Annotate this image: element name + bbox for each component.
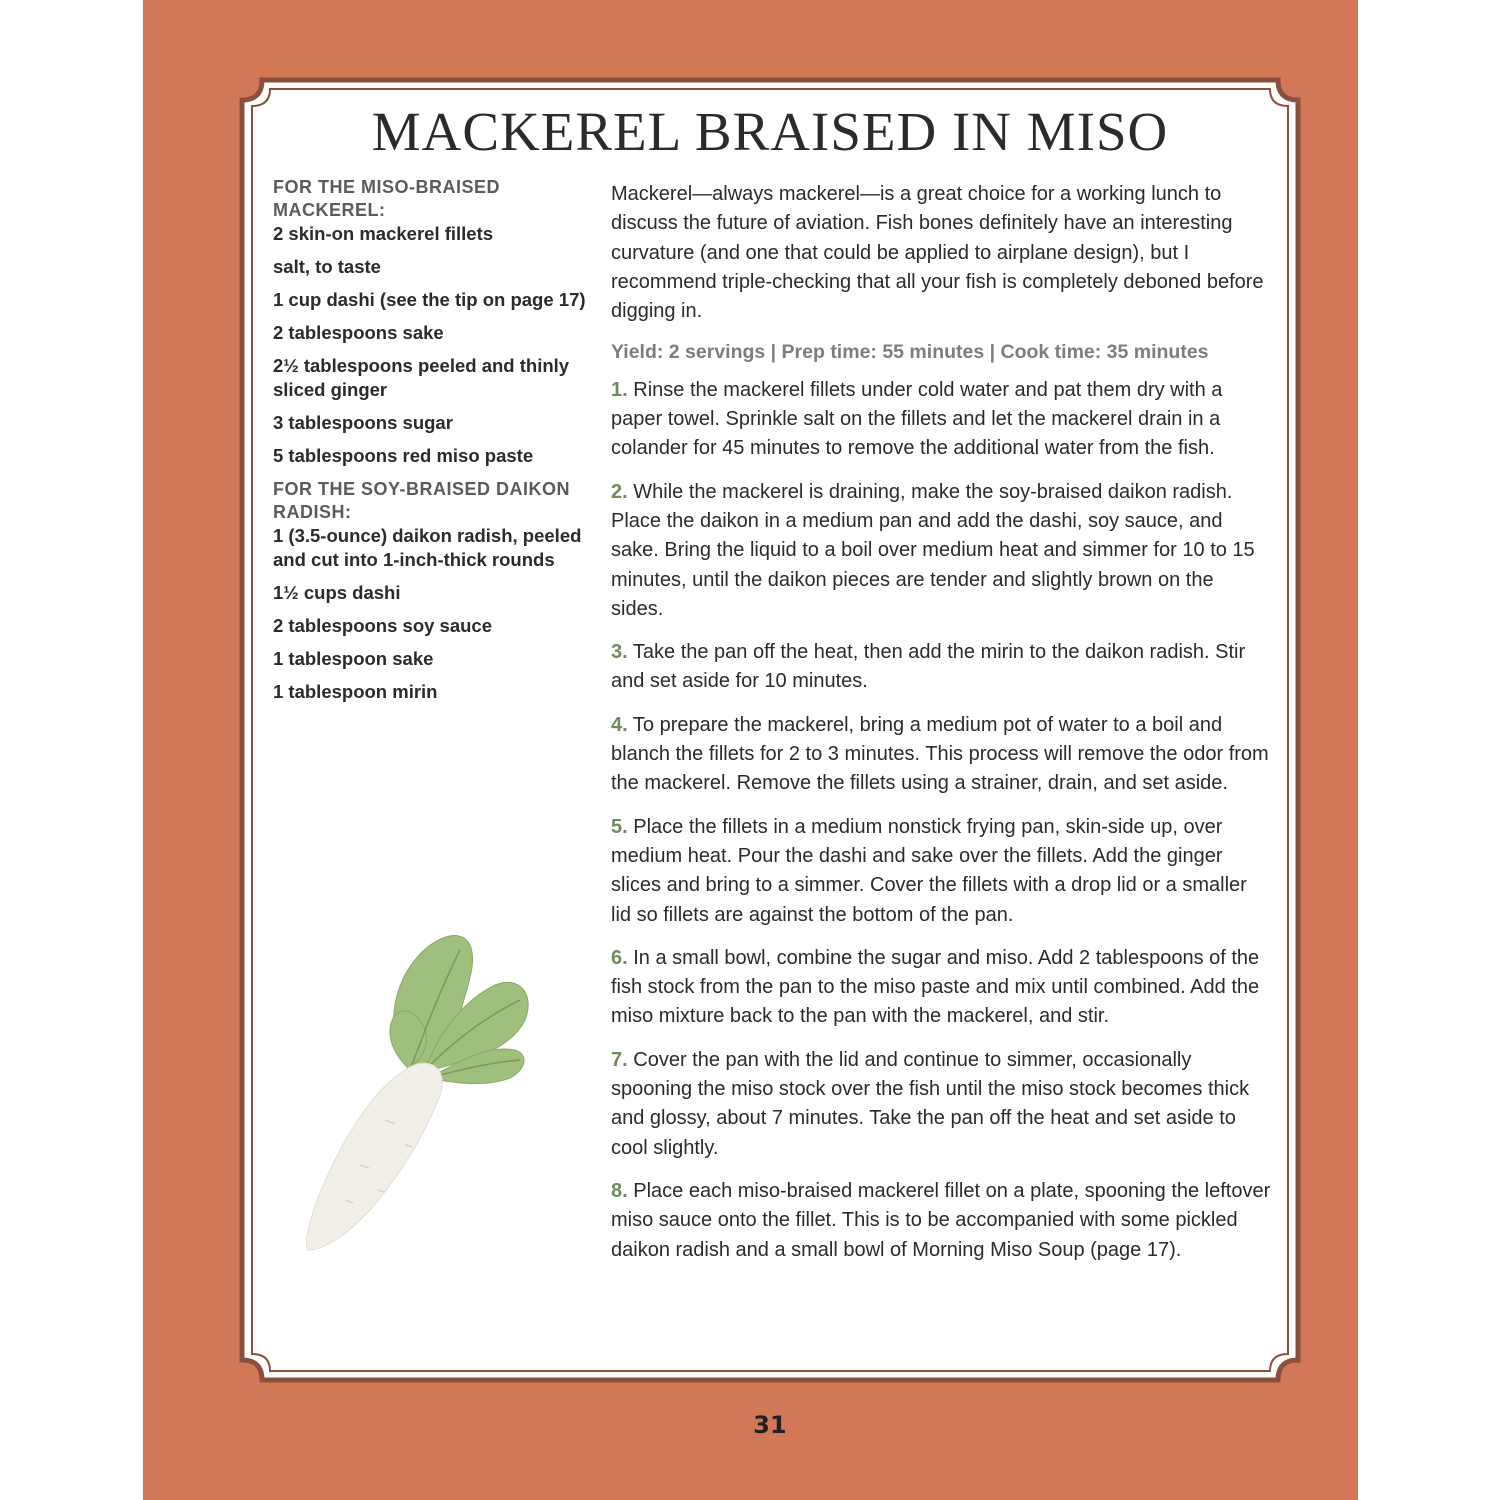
page-number: 31	[753, 1411, 787, 1439]
recipe-title: MACKEREL BRAISED IN MISO	[371, 101, 1169, 162]
instruction-step	[611, 1177, 1271, 1265]
step-text: Place the fillets in a medium nonstick frying pan, skin-side up, over medium heat. Pour the dashi and sake over the fillets. Add the ginger slices and bring to a simmer. Cover the fillets with a drop lid or a smaller lid so fillets are against the bottom of the pan.	[611, 815, 1247, 926]
daikon-radish-illustration	[290, 920, 550, 1260]
step-text: While the mackerel is draining, make the soy-braised daikon radish. Place the daikon in a medium pan and add the dashi, soy sauce, and sake. Bring the liquid to a boil over medium heat and simmer for 10 to 15 minutes, until the daikon pieces are tender and slightly brown on the sides.	[611, 480, 1255, 620]
instruction-step	[611, 478, 1271, 624]
recipe-intro: Mackerel—always mackerel—is a great choice for a working lunch to discuss the future of aviation. Fish bones definitely have an interesting curvature (and one that could be applied to airplane design), but I recommend triple-checking that all your fish is completely deboned before digging in.	[611, 183, 1264, 323]
ingredient-item: 3 tablespoons sugar	[273, 412, 453, 433]
instructions-column	[611, 180, 1271, 1279]
instruction-step	[611, 638, 1271, 697]
step-text: Cover the pan with the lid and continue to simmer, occasionally spooning the miso stock over the fish until the miso stock becomes thick and glossy, about 7 minutes. Take the pan off the heat and set aside to cool slightly.	[611, 1048, 1250, 1159]
instruction-step	[611, 944, 1271, 1032]
step-number: 2.	[611, 480, 628, 503]
recipe-meta: Yield: 2 servings | Prep time: 55 minutes | Cook time: 35 minutes	[611, 341, 1209, 364]
instruction-step	[611, 711, 1271, 799]
instruction-step	[611, 376, 1271, 464]
ingredient-section-heading: FOR THE SOY-BRAISED DAIKON RADISH:	[273, 479, 571, 522]
step-number: 7.	[611, 1048, 628, 1071]
ingredient-item: 2 tablespoons soy sauce	[273, 615, 493, 636]
step-text: Take the pan off the heat, then add the mirin to the daikon radish. Stir and set aside for 10 minutes.	[611, 641, 1246, 693]
step-text: To prepare the mackerel, bring a medium pot of water to a boil and blanch the fillets for 2 to 3 minutes. This process will remove the odor from the mackerel. Remove the fillets using a strainer, drain, and set aside.	[611, 713, 1269, 795]
ingredient-item: 2½ tablespoons peeled and thinly sliced ginger	[273, 355, 570, 400]
step-text: In a small bowl, combine the sugar and miso. Add 2 tablespoons of the fish stock from the pan to the miso paste and mix until combined. Add the miso mixture back to the pan with the mackerel, and stir.	[611, 946, 1260, 1028]
ingredient-item: 1 cup dashi (see the tip on page 17)	[273, 289, 586, 310]
step-text: Place each miso-braised mackerel fillet on a plate, spooning the leftover miso sauce onto the fillet. This is to be accompanied with some pickled daikon radish and a small bowl of Morning Miso Soup (page 17).	[611, 1179, 1271, 1261]
ingredient-item: 1 tablespoon mirin	[273, 681, 438, 702]
ingredient-item: 1 tablespoon sake	[273, 648, 434, 669]
ingredient-item: 1 (3.5-ounce) daikon radish, peeled and cut into 1-inch-thick rounds	[273, 525, 582, 570]
ingredient-item: salt, to taste	[273, 256, 381, 277]
step-number: 3.	[611, 641, 628, 664]
ingredient-item: 2 skin-on mackerel fillets	[273, 223, 494, 244]
instruction-step	[611, 1046, 1271, 1163]
step-number: 4.	[611, 713, 628, 736]
ingredient-item: 1½ cups dashi	[273, 582, 401, 603]
ingredient-item: 5 tablespoons red miso paste	[273, 445, 534, 466]
step-number: 5.	[611, 815, 628, 838]
step-text: Rinse the mackerel fillets under cold water and pat them dry with a paper towel. Sprinkle salt on the fillets and let the mackerel drain in a colander for 45 minutes to remove the additional water from the fish.	[611, 378, 1223, 460]
step-number: 6.	[611, 946, 628, 969]
ingredients-column	[273, 176, 593, 713]
ingredient-item: 2 tablespoons sake	[273, 322, 444, 343]
step-number: 8.	[611, 1179, 628, 1202]
step-number: 1.	[611, 378, 628, 401]
instruction-step	[611, 813, 1271, 930]
ingredient-section-heading: FOR THE MISO-BRAISED MACKEREL:	[273, 177, 501, 220]
